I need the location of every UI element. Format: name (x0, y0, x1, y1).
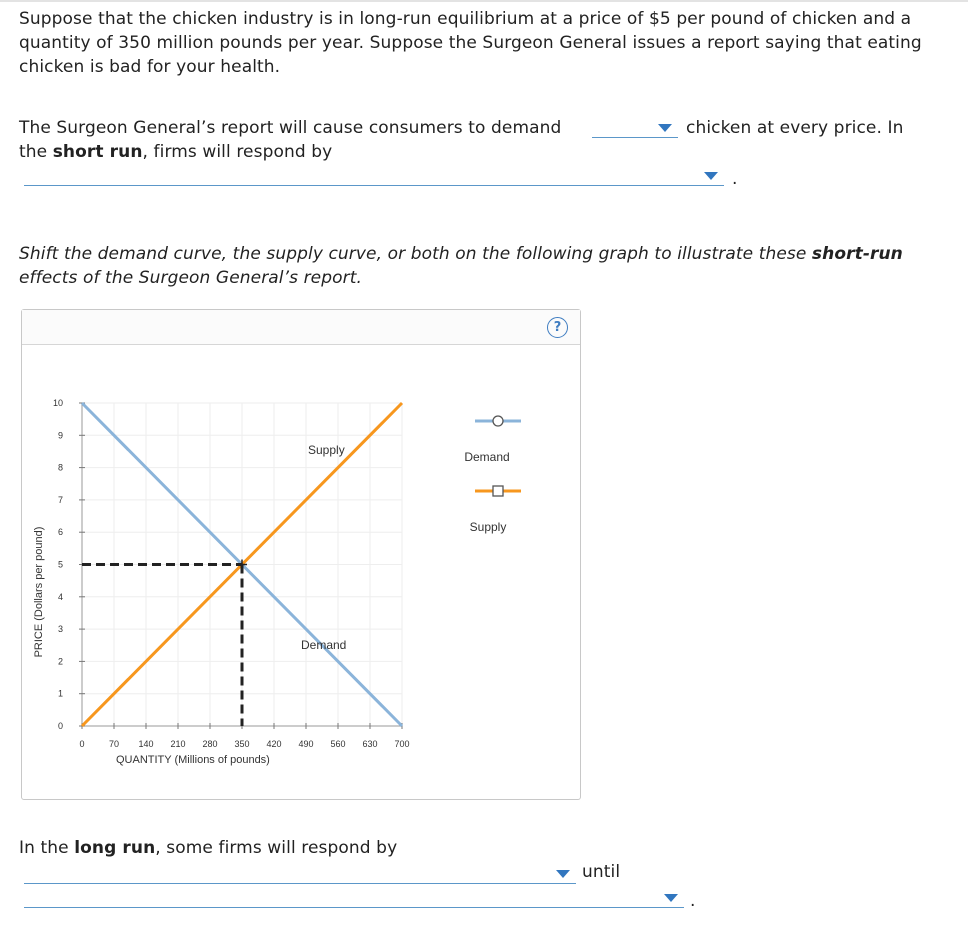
x-tick-label: 350 (234, 739, 250, 749)
x-tick-label: 560 (330, 739, 346, 749)
legend-supply-square-icon (493, 486, 503, 496)
x-tick-label: 700 (394, 739, 410, 749)
supply-curve-label: Supply (308, 443, 345, 457)
demand-curve-label: Demand (301, 638, 347, 652)
y-tick-label: 0 (57, 721, 63, 731)
x-axis-label: QUANTITY (Millions of pounds) (116, 754, 270, 766)
period: . (690, 891, 696, 911)
until-text: until (582, 862, 621, 882)
long-run-text: In the long run, some firms will respond by (19, 838, 398, 858)
period: . (732, 169, 738, 189)
dropdown-underline (24, 907, 684, 908)
x-tick-label: 210 (170, 739, 186, 749)
dropdown-arrow-icon (556, 870, 570, 878)
y-tick-label: 3 (57, 624, 63, 635)
y-tick-label: 6 (57, 527, 63, 538)
y-tick-label: 10 (52, 398, 63, 408)
legend-demand-label: Demand (464, 450, 510, 464)
dropdown-arrow-icon (664, 894, 678, 902)
question-demand-text: The Surgeon General’s report will cause consumers to demand (19, 118, 562, 138)
y-tick-label: 2 (57, 656, 63, 667)
y-tick-label: 8 (57, 462, 63, 473)
long-run-response-dropdown[interactable] (24, 860, 576, 884)
x-tick-label: 420 (266, 739, 282, 749)
x-tick-label: 280 (202, 739, 218, 749)
graph-instruction: Shift the demand curve, the supply curve, or both on the following graph to illustrate these short-run effects of the Surgeon General’s report. (19, 244, 903, 288)
legend-demand-circle-icon (493, 416, 503, 426)
y-tick-label: 9 (57, 430, 63, 441)
y-tick-label: 7 (57, 494, 63, 505)
legend-supply-label: Supply (469, 520, 507, 534)
x-tick-label: 0 (79, 739, 85, 749)
help-icon[interactable]: ? (547, 317, 568, 338)
x-tick-label: 490 (298, 739, 314, 749)
y-axis-label: PRICE (Dollars per pound) (33, 526, 45, 658)
question-demand-text-after: chicken at every price. In (686, 118, 904, 138)
x-tick-label: 140 (138, 739, 154, 749)
x-tick-label: 70 (108, 739, 120, 749)
y-tick-label: 4 (57, 591, 63, 602)
y-tick-label: 5 (57, 559, 63, 570)
until-condition-dropdown[interactable] (24, 884, 684, 908)
question-intro: Suppose that the chicken industry is in long-run equilibrium at a price of $5 per pound of chicken and a quantity of 350 million pounds per year. Suppose the Surgeon General issues a report saying that eating chicken is bad for your health. (19, 9, 922, 77)
x-tick-label: 630 (362, 739, 378, 749)
question-short-run-text: the short run, firms will respond by (19, 142, 333, 162)
y-tick-label: 1 (57, 688, 63, 699)
